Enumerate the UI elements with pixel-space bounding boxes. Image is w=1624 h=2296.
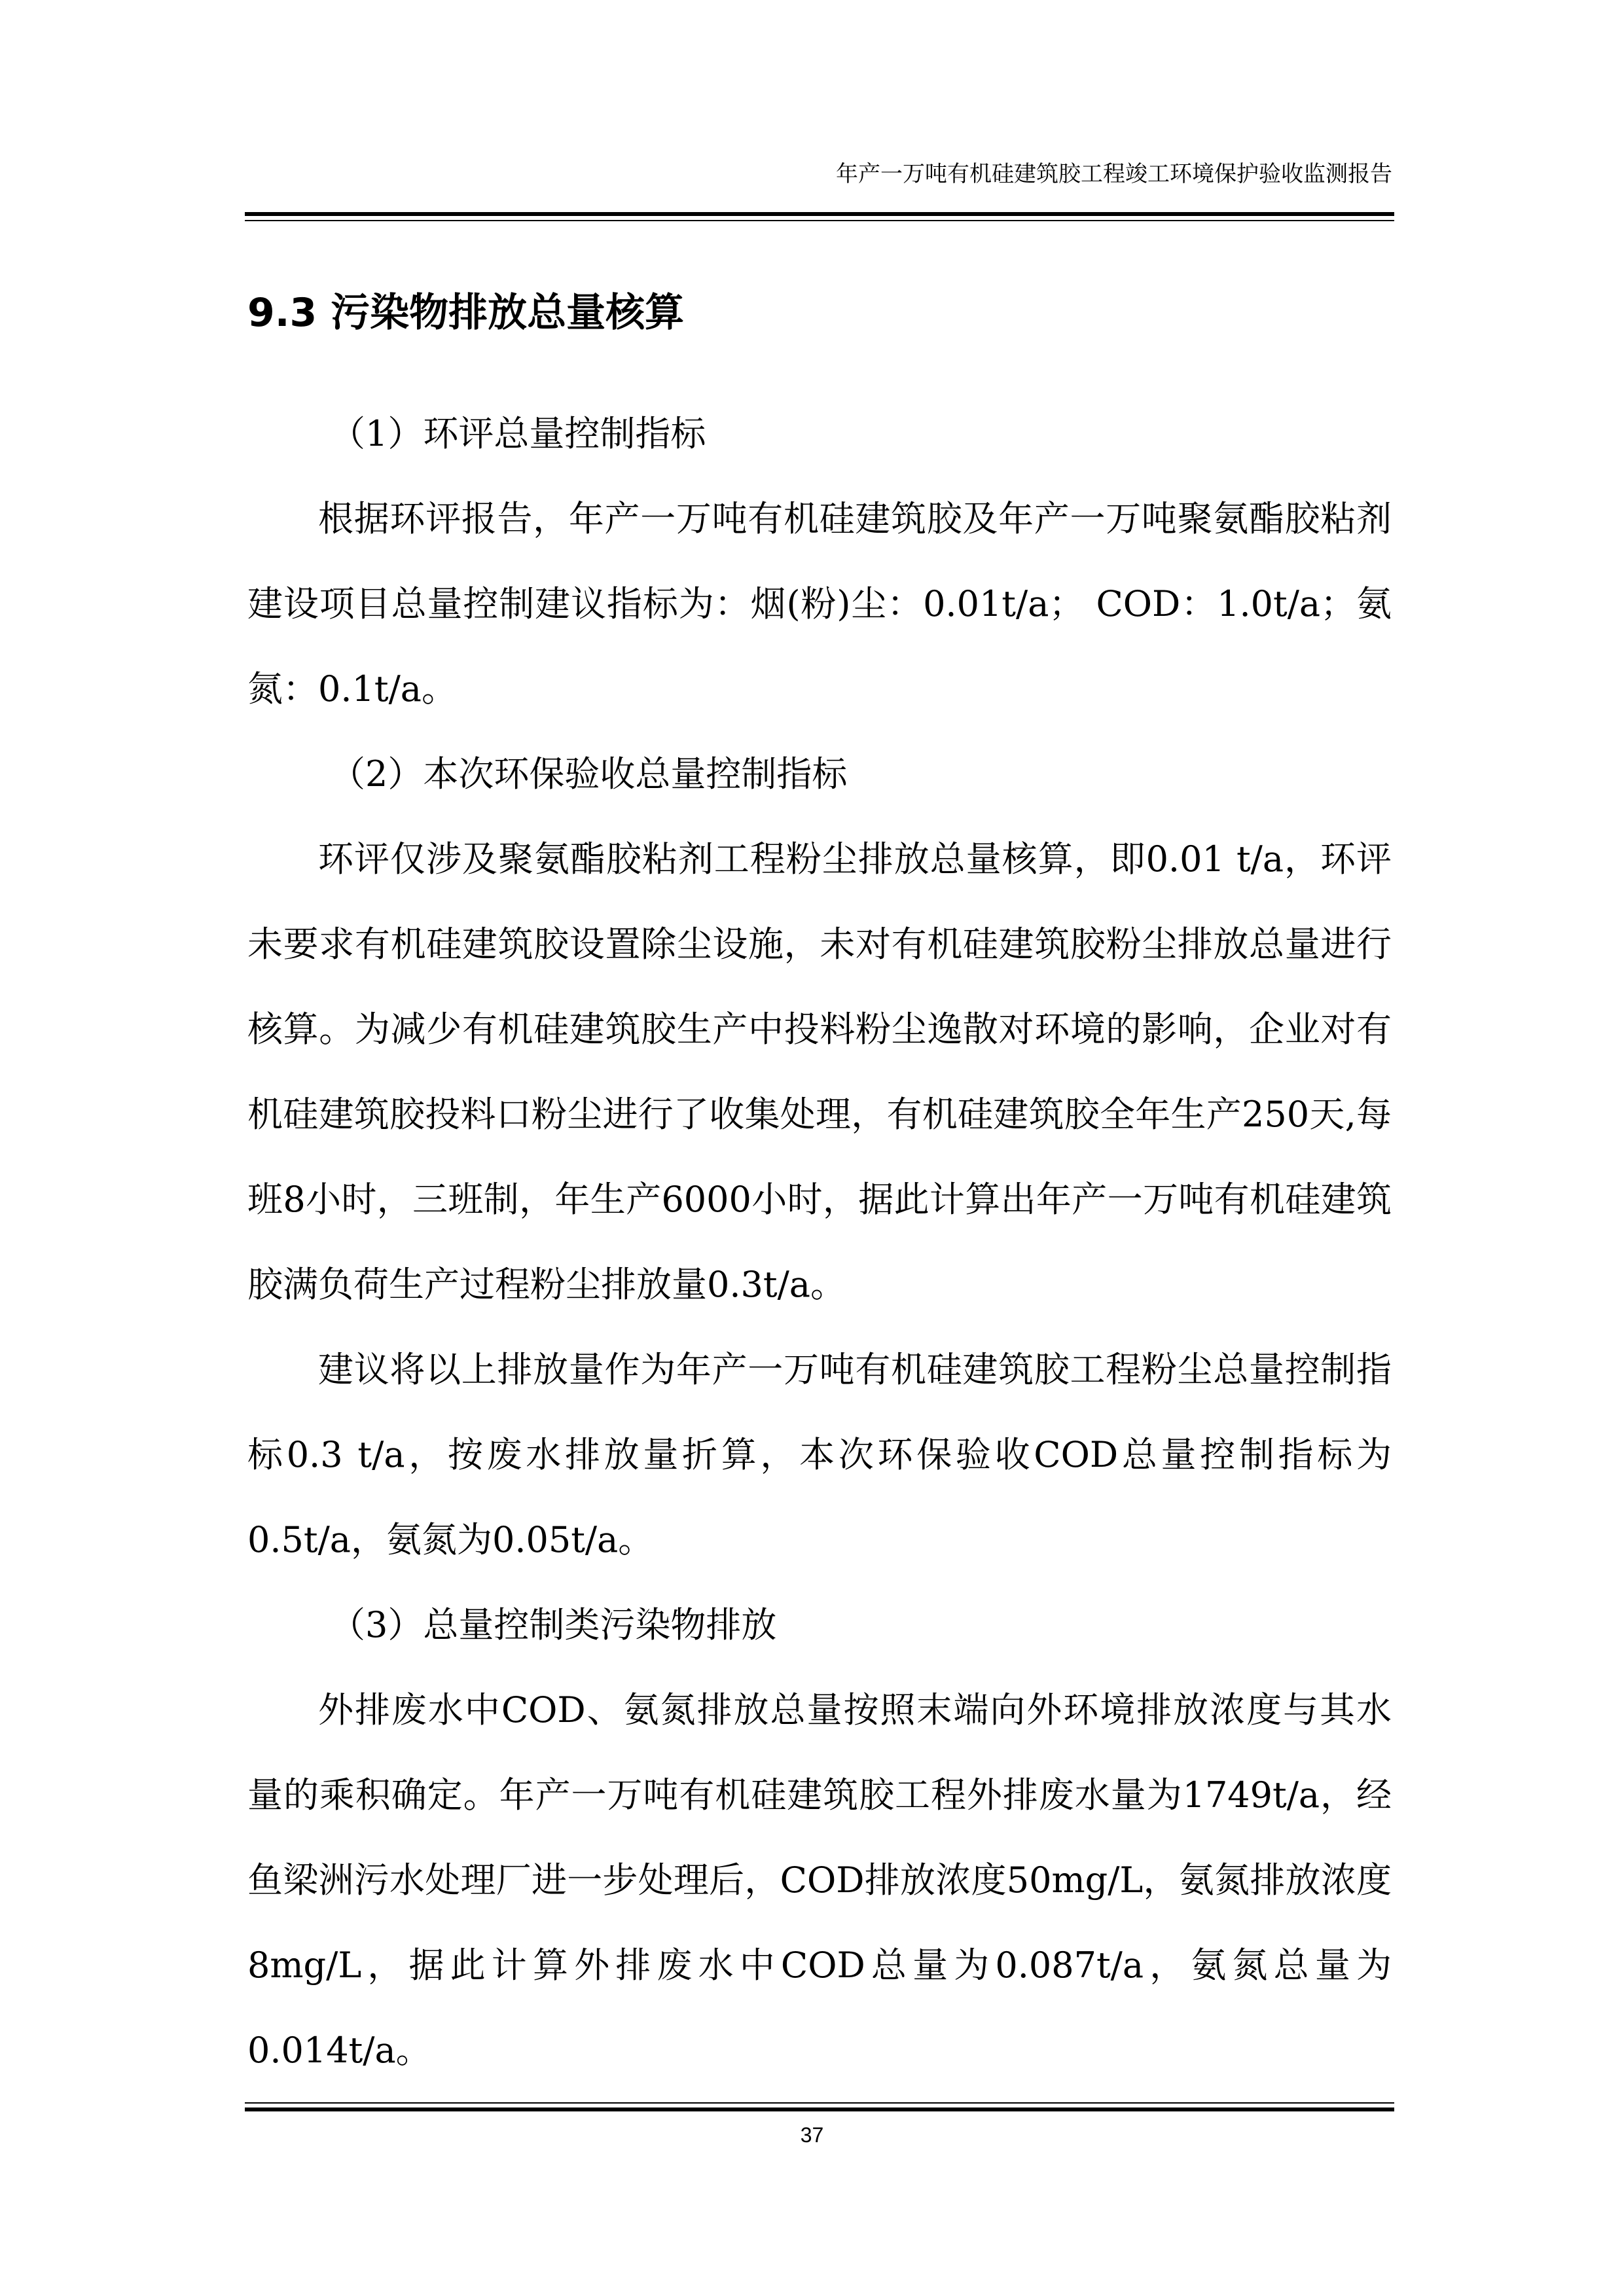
header-rule-thin [245,220,1394,221]
footer-rule-thick [245,2108,1394,2111]
subheading-1: （1）环评总量控制指标 [330,413,706,454]
paragraph-2: 环评仅涉及聚氨酯胶粘剂工程粉尘排放总量核算，即0.01 t/a，环评未要求有机硅建筑胶设置除尘设施，未对有机硅建筑胶粉尘排放总量进行核算。为减少有机硅建筑胶生产中投料粉尘逸散对环境的影响，企业对有机硅建筑胶投料口粉尘进行了收集处理，有机硅建筑胶全年生产250天,每班8小时，三班制，年生产6000小时，据此计算出年产一万吨有机硅建筑胶满负荷生产过程粉尘排放量0.3t/a。 [247,838,1392,1305]
page-header-title: 年产一万吨有机硅建筑胶工程竣工环境保护验收监测报告 [836,161,1392,187]
paragraph-1: 根据环评报告，年产一万吨有机硅建筑胶及年产一万吨聚氨酯胶粘剂建设项目总量控制建议指标为：烟(粉)尘：0.01t/a； COD：1.0t/a；氨氮：0.1t/a。 [247,498,1392,709]
subheading-2: （2）本次环保验收总量控制指标 [330,753,848,795]
header-rule-thick [245,212,1394,216]
section-heading: 9.3 污染物排放总量核算 [247,290,685,336]
paragraph-4: 外排废水中COD、氨氮排放总量按照末端向外环境排放浓度与其水量的乘积确定。年产一万吨有机硅建筑胶工程外排废水量为1749t/a，经鱼梁洲污水处理厂进一步处理后，COD排放浓度50mg/L，氨氮排放浓度8mg/L，据此计算外排废水中COD总量为0.087t/a，氨氮总量为0.014t/a。 [247,1689,1392,2071]
page-number: 37 [800,2123,824,2147]
paragraph-3: 建议将以上排放量作为年产一万吨有机硅建筑胶工程粉尘总量控制指标0.3 t/a，按废水排放量折算，本次环保验收COD总量控制指标为0.5t/a，氨氮为0.05t/a。 [247,1349,1392,1560]
footer-rule-thin [245,2102,1394,2104]
body-text [247,391,1392,2093]
subheading-3: （3）总量控制类污染物排放 [330,1604,777,1645]
